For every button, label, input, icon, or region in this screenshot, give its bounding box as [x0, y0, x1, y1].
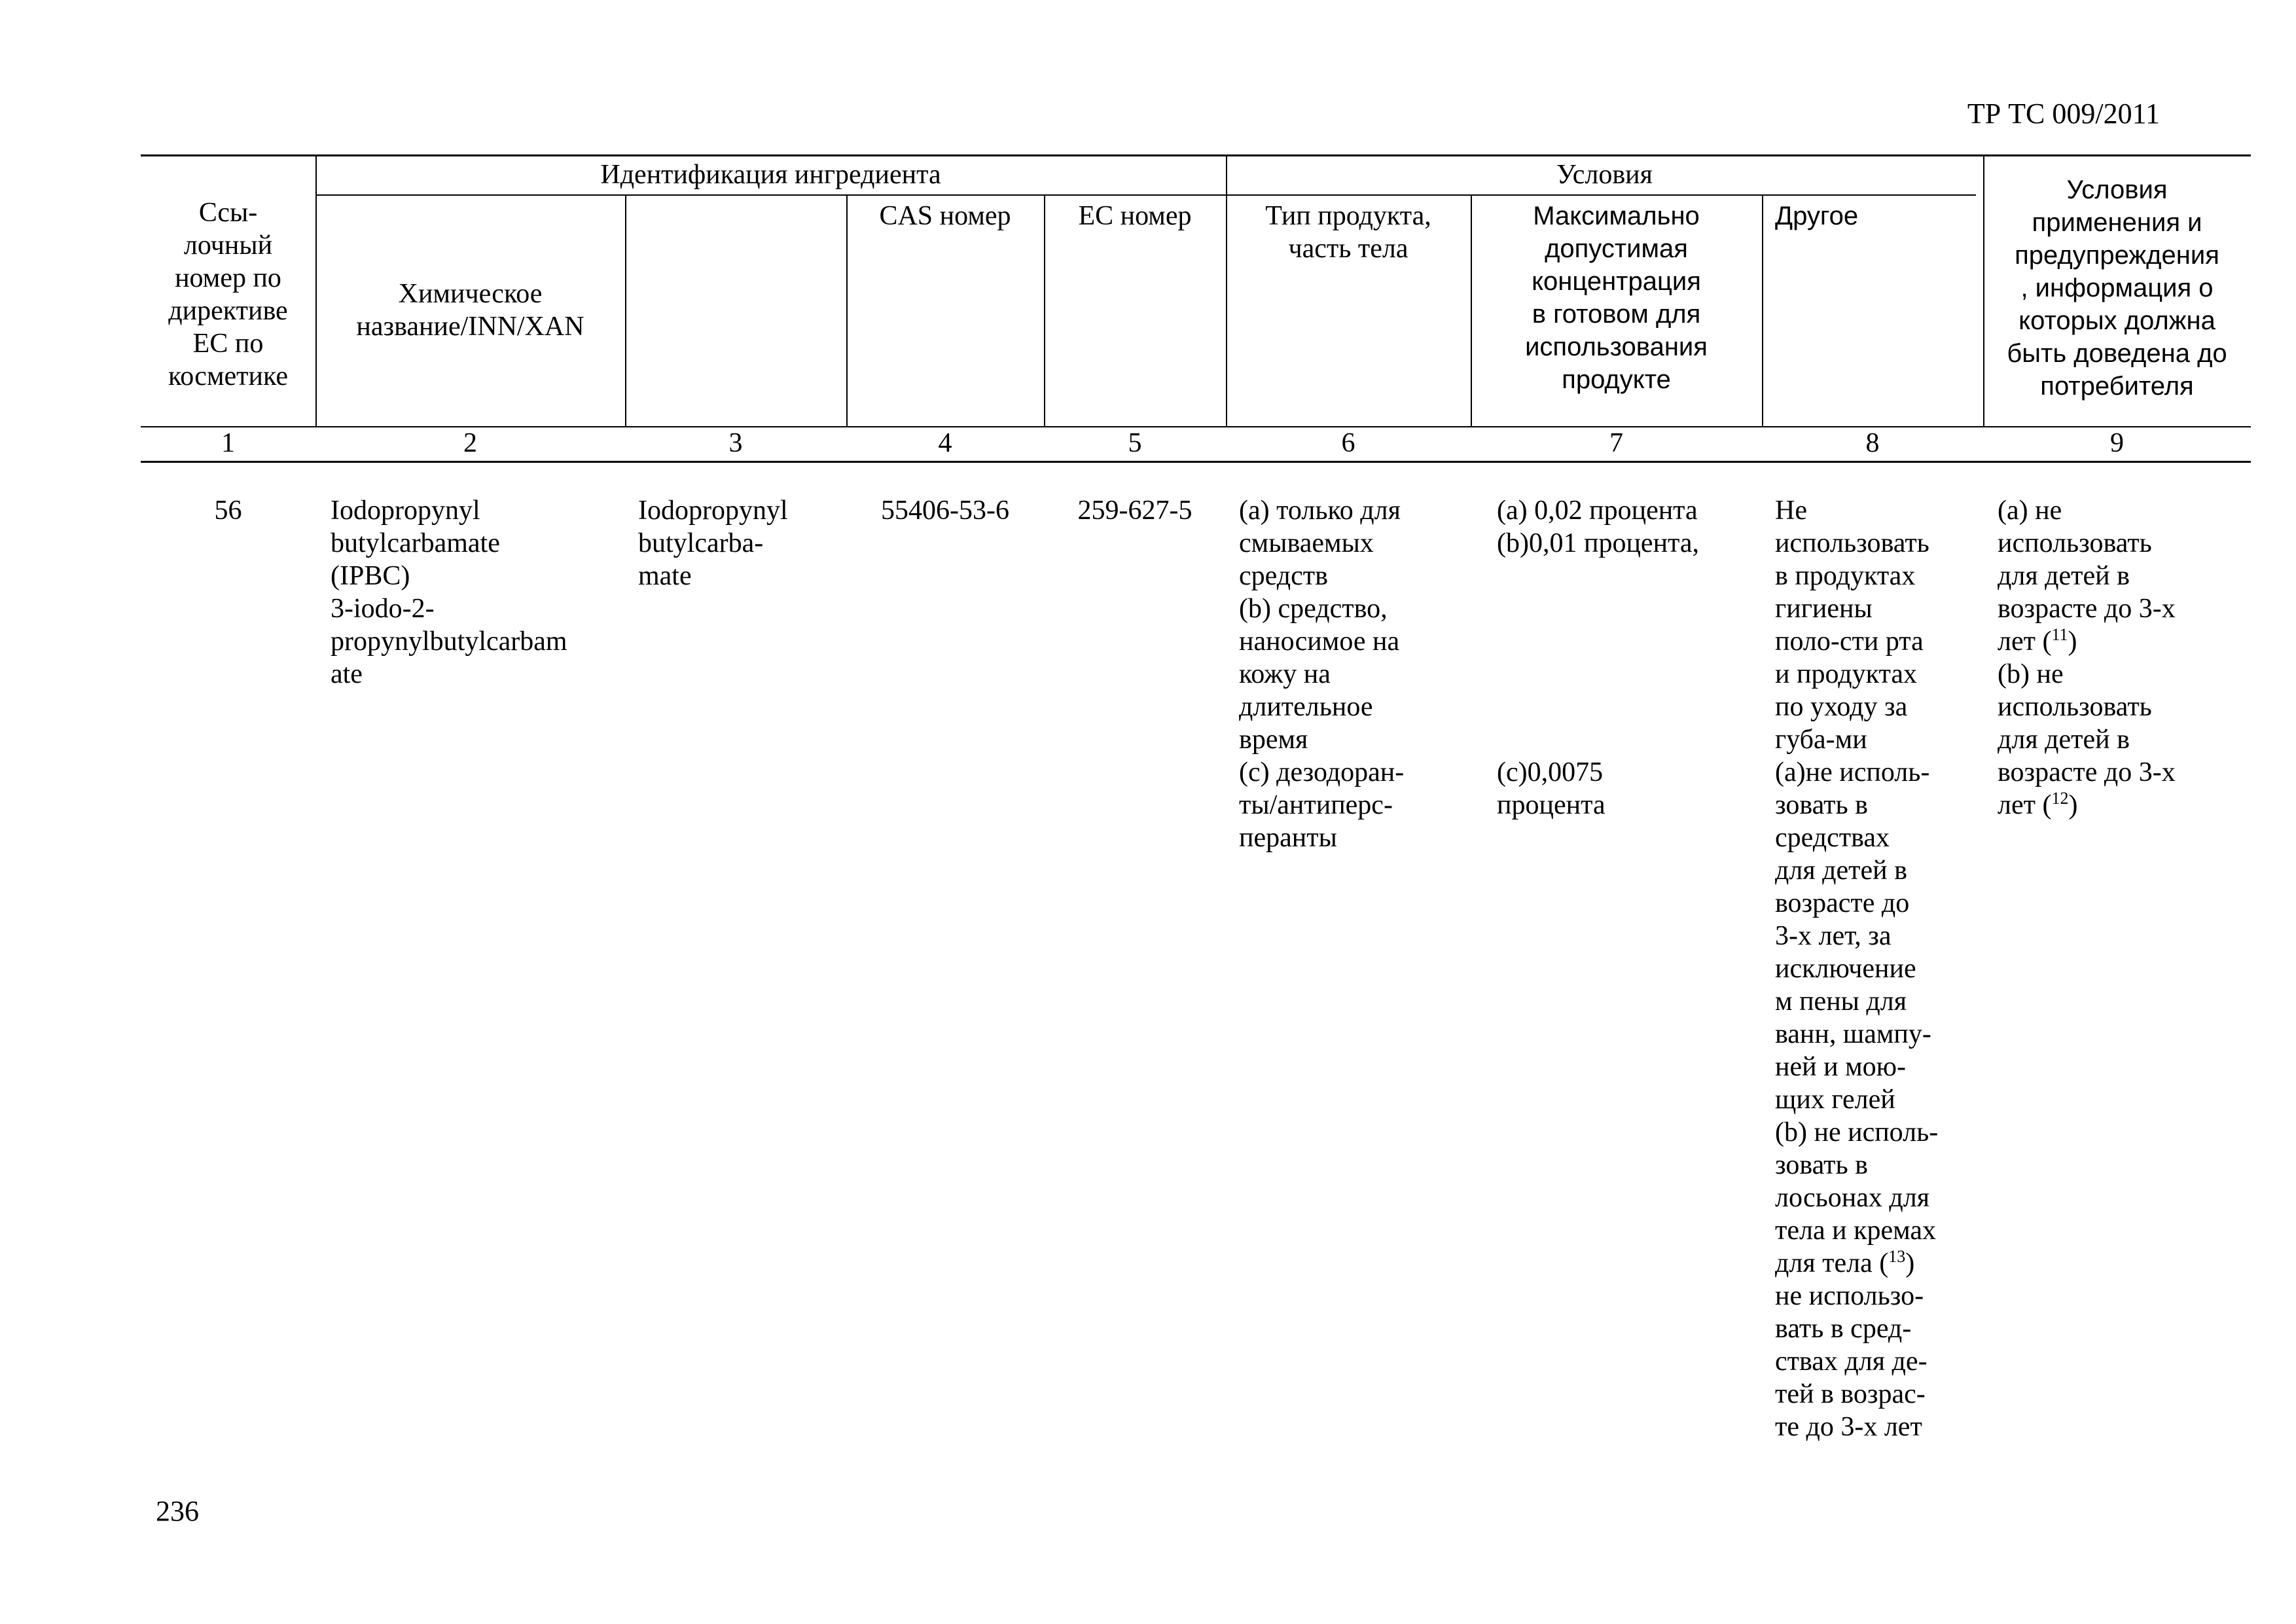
row-ec-number: 259-627-5: [1077, 496, 1193, 526]
table-top-rule: [141, 154, 2251, 156]
row-warning-a-text: (a) не использовать для детей в возрасте до 3-х лет (: [1998, 496, 2176, 657]
row-product-type-c: (c) дезодоран- ты/антиперс- перанты: [1239, 757, 1405, 853]
column-number: 9: [2110, 428, 2124, 458]
column-number: 7: [1609, 428, 1623, 458]
row-other-lotions-close: ): [1905, 1248, 1915, 1278]
row-warning-b: [1998, 658, 2240, 821]
footnote-ref: 12: [2051, 789, 2069, 808]
row-name-col3: Iodopropynyl butylcarba- mate: [638, 496, 788, 591]
header-chemical-name: Химическое название/INN/XAN: [356, 279, 584, 342]
header-max-concentration: Максимально допустимая концентрация в готовом для использования продукте: [1525, 202, 1708, 394]
header-cas-number: CAS номер: [879, 201, 1011, 231]
column-divider: [625, 194, 626, 427]
header-group-identification: Идентификация ингредиента: [600, 160, 941, 190]
header-other: Другое: [1775, 202, 1859, 230]
footnote-ref: 11: [2051, 625, 2068, 644]
header-ec-number: ЕС номер: [1078, 201, 1192, 231]
row-ref-number: 56: [214, 496, 242, 526]
column-number: 1: [221, 428, 235, 458]
row-warning-b-close: ): [2068, 790, 2078, 820]
column-number: 3: [728, 428, 743, 458]
column-numbers-rule: [141, 461, 2251, 463]
column-number: 8: [1865, 428, 1880, 458]
row-other-lotions-text: (b) не исполь- зовать в лосьонах для тела и кремах для тела (: [1775, 1117, 1939, 1278]
header-warnings: Условия применения и предупреждения , информация о которых должна быть доведена до потребителя: [2007, 175, 2227, 401]
header-ref-number: Ссы- лочный номер по директиве ЕС по косметике: [168, 198, 288, 391]
row-other-children-c: не использо- вать в сред- ствах для де- тей в возрас- те до 3-х лет: [1775, 1281, 1928, 1442]
row-max-concentration-ab: (a) 0,02 процента (b)0,01 процента,: [1497, 496, 1700, 558]
row-product-type-a: (a) только для смываемых средств: [1239, 496, 1401, 591]
row-other-oral-care: Не использовать в продуктах гигиены поло-сти рта и продуктах по уходу за губа-ми: [1775, 496, 1929, 755]
row-cas-number: 55406-53-6: [881, 496, 1009, 526]
row-warning-a-close: ): [2068, 626, 2077, 657]
row-max-concentration-c: (c)0,0075 процента: [1497, 757, 1605, 820]
row-other-children-a: (a)не исполь- зовать в средствах для детей в возрасте до 3-х лет, за исключение м пены для ванн, шампу- ней и мою- щих гелей: [1775, 757, 1931, 1115]
column-divider: [1762, 194, 1763, 427]
document-code: ТР ТС 009/2011: [1967, 98, 2160, 130]
header-product-type: Тип продукта, часть тела: [1265, 201, 1431, 264]
column-number: 5: [1128, 428, 1142, 458]
header-group-conditions: Условия: [1556, 160, 1653, 190]
column-number: 2: [463, 428, 477, 458]
row-warning-a: [1998, 494, 2240, 658]
row-product-type-b: (b) средство, наносимое на кожу на длительное время: [1239, 594, 1400, 755]
column-number: 6: [1341, 428, 1355, 458]
row-chemical-name: Iodopropynyl butylcarbamate (IPBC) 3-iodo-2- propynylbutylcarbam ate: [331, 496, 567, 689]
group-header-rule: [315, 194, 1976, 196]
row-warning-b-text: (b) не использовать для детей в возрасте до 3-х лет (: [1998, 659, 2176, 820]
page-number: 236: [156, 1495, 199, 1527]
column-number: 4: [938, 428, 952, 458]
row-other-lotions-b: [1775, 1116, 1978, 1280]
footnote-ref: 13: [1888, 1247, 1906, 1266]
column-divider: [1226, 154, 1227, 427]
